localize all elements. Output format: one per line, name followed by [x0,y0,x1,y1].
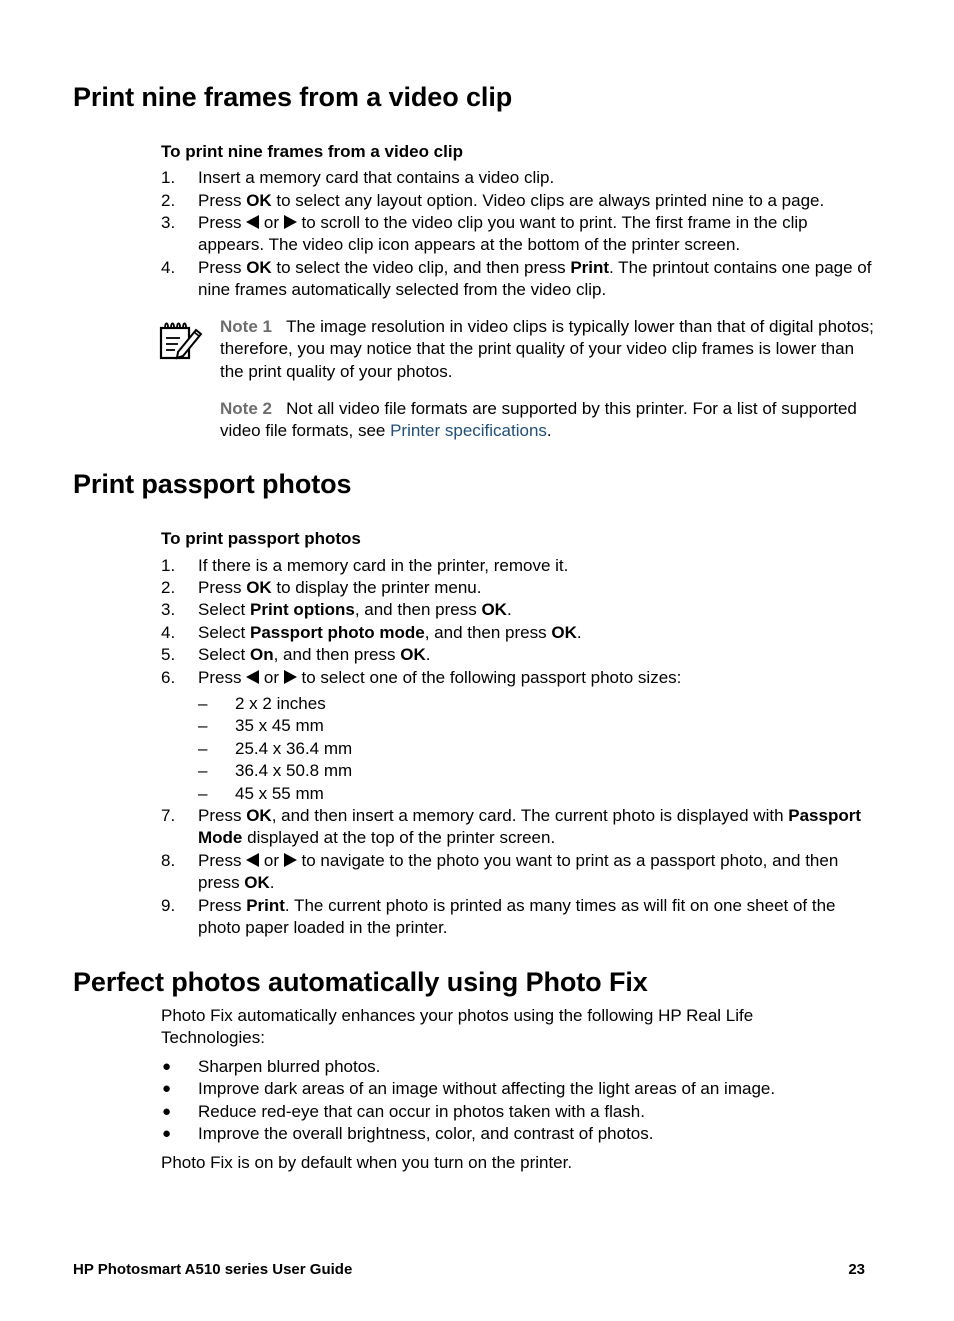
size-item: 25.4 x 36.4 mm [235,739,353,758]
bullet-marker: ● [162,1058,172,1075]
size-item: 36.4 x 50.8 mm [235,761,353,780]
left-arrow-button-icon [246,670,259,684]
dash-marker: – [198,761,208,780]
step-text: Press OK to display the printer menu. [198,578,482,597]
printer-specifications-link[interactable]: Printer specifications [390,421,547,441]
step-number: 2. [161,191,176,210]
right-arrow-button-icon [284,670,297,684]
procedure-title-passport: To print passport photos [161,529,361,548]
step-text: Press OK to select the video clip, and then press Print. The printout contains one page of nine frames automatically selected from the video clip. [198,258,872,300]
note-label: Note 1 [220,317,272,336]
step-text: Select Passport photo mode, and then press OK. [198,623,582,642]
step-number: 9. [161,896,176,915]
bullet-marker: ● [162,1125,172,1142]
footer-page-number: 23 [848,1261,865,1278]
step-text: Select On, and then press OK. [198,645,431,664]
section-title-video-frames: Print nine frames from a video clip [73,82,513,112]
step-number: 5. [161,645,176,664]
step-text: Press Print. The current photo is printed as many times as will fit on one sheet of the photo paper loaded in the printer. [198,896,836,938]
step-number: 3. [161,213,176,232]
step-text: If there is a memory card in the printer, remove it. [198,556,569,575]
size-item: 2 x 2 inches [235,694,326,713]
step-text: Press OK to select any layout option. Video clips are always printed nine to a page. [198,191,825,210]
left-arrow-button-icon [246,853,259,867]
footer-guide-title: HP Photosmart A510 series User Guide [73,1261,353,1278]
bullet-text: Reduce red-eye that can occur in photos taken with a flash. [198,1102,645,1121]
step-number: 4. [161,258,176,277]
dash-marker: – [198,694,208,713]
step-number: 4. [161,623,176,642]
bullet-marker: ● [162,1103,172,1120]
section-title-photo-fix: Perfect photos automatically using Photo Fix [73,967,648,997]
bullet-marker: ● [162,1080,172,1097]
note-2: Note 2 Not all video file formats are supported by this printer. For a list of supported video file formats, see Printer specifications. [220,399,857,441]
photo-fix-closing: Photo Fix is on by default when you turn on the printer. [161,1153,573,1172]
step-text: Press OK, and then insert a memory card. The current photo is displayed with Passport Mode displayed at the top of the printer screen. [198,806,861,848]
step-number: 8. [161,851,176,870]
section-title-passport: Print passport photos [73,469,352,499]
step-number: 7. [161,806,176,825]
bullet-text: Improve the overall brightness, color, and contrast of photos. [198,1124,654,1143]
step-text: Insert a memory card that contains a video clip. [198,168,555,187]
step-number: 6. [161,668,176,687]
dash-marker: – [198,739,208,758]
right-arrow-button-icon [284,853,297,867]
note-label: Note 2 [220,399,272,418]
step-number: 1. [161,168,176,187]
step-number: 3. [161,600,176,619]
dash-marker: – [198,784,208,803]
size-item: 45 x 55 mm [235,784,324,803]
dash-marker: – [198,716,208,735]
note-1 [220,316,880,383]
note-text: The image resolution in video clips is typically lower than that of digital photos; therefore, you may notice that the print quality of your video clip frames is lower than the print quality of your photos. [220,317,874,381]
step-text: Press or to scroll to the video clip you want to print. The first frame in the clip appears. The video clip icon appears at the bottom of the printer screen. [198,213,808,255]
right-arrow-button-icon [284,215,297,229]
step-text: Press or to select one of the following passport photo sizes: [198,668,682,687]
step-number: 2. [161,578,176,597]
size-item: 35 x 45 mm [235,716,324,735]
bullet-text: Improve dark areas of an image without affecting the light areas of an image. [198,1079,776,1098]
step-number: 1. [161,556,176,575]
bullet-text: Sharpen blurred photos. [198,1057,381,1076]
note-pad-pencil-icon [158,318,204,362]
step-text: Press or to navigate to the photo you want to print as a passport photo, and then press OK. [198,851,839,893]
procedure-title-video-frames: To print nine frames from a video clip [161,142,463,161]
step-text: Select Print options, and then press OK. [198,600,512,619]
left-arrow-button-icon [246,215,259,229]
photo-fix-intro: Photo Fix automatically enhances your photos using the following HP Real Life Technologies: [161,1006,754,1048]
